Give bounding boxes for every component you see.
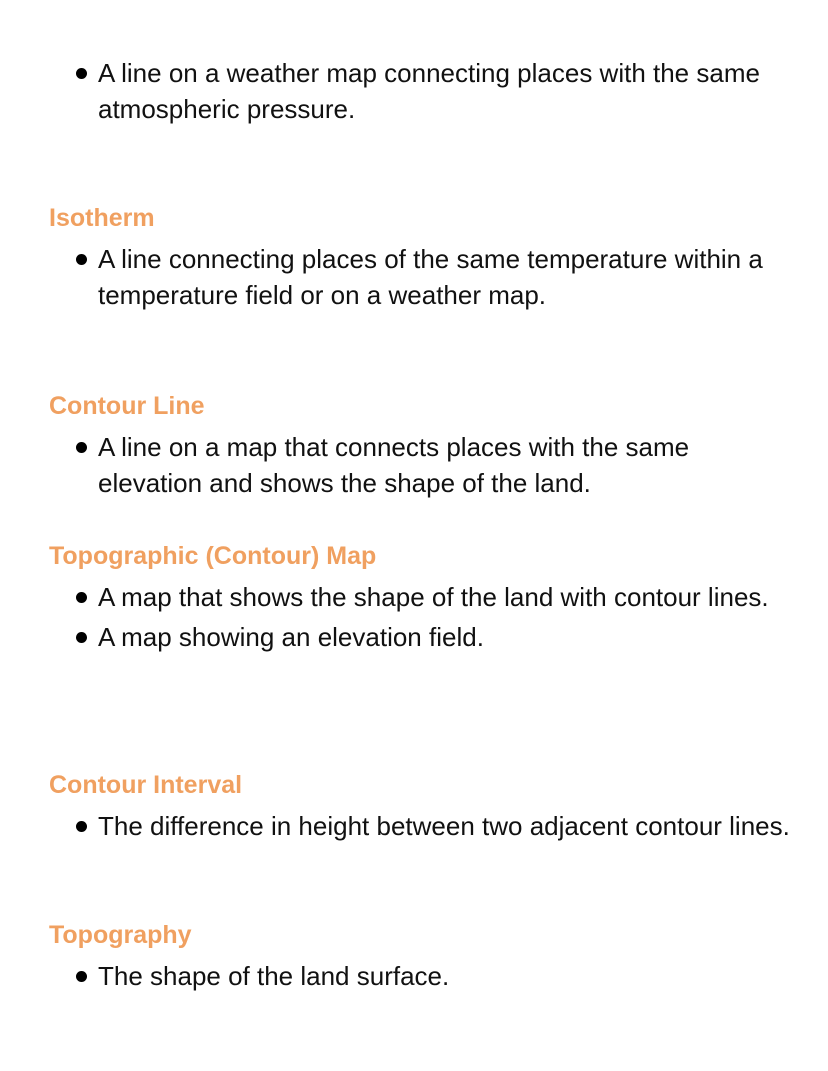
definition-text: The difference in height between two adjacent contour lines.: [98, 811, 790, 841]
definition-list: [72, 241, 792, 317]
glossary-term-contour-line: Contour Line: [49, 392, 205, 420]
bullet-icon: [76, 592, 87, 603]
bullet-icon: [76, 442, 87, 453]
bullet-icon: [76, 821, 87, 832]
definition-item: [72, 579, 792, 615]
definition-item: [72, 808, 792, 844]
bullet-icon: [76, 971, 87, 982]
definition-list: [72, 55, 792, 131]
definition-text: A map showing an elevation field.: [98, 622, 484, 652]
glossary-term-isotherm: Isotherm: [49, 204, 155, 232]
glossary-term-contour-interval: Contour Interval: [49, 771, 243, 799]
definition-text: A line on a weather map connecting places with the same atmospheric pressure.: [98, 58, 760, 124]
definition-item: [72, 429, 792, 501]
definition-item: [72, 619, 792, 655]
definition-text: A line connecting places of the same temperature within a temperature field or on a weather map.: [98, 244, 763, 310]
bullet-icon: [76, 632, 87, 643]
definition-item: [72, 241, 792, 313]
definition-list: [72, 579, 792, 659]
bullet-icon: [76, 254, 87, 265]
definition-list: [72, 958, 792, 998]
definition-item: [72, 55, 792, 127]
definition-text: The shape of the land surface.: [98, 961, 450, 991]
definition-list: [72, 808, 792, 848]
definition-text: A line on a map that connects places with the same elevation and shows the shape of the land.: [98, 432, 690, 498]
definition-item: [72, 958, 792, 994]
definition-text: A map that shows the shape of the land with contour lines.: [98, 582, 769, 612]
definition-list: [72, 429, 792, 505]
glossary-term-topography: Topography: [49, 921, 192, 949]
glossary-term-topographic-map: Topographic (Contour) Map: [49, 542, 377, 570]
bullet-icon: [76, 68, 87, 79]
